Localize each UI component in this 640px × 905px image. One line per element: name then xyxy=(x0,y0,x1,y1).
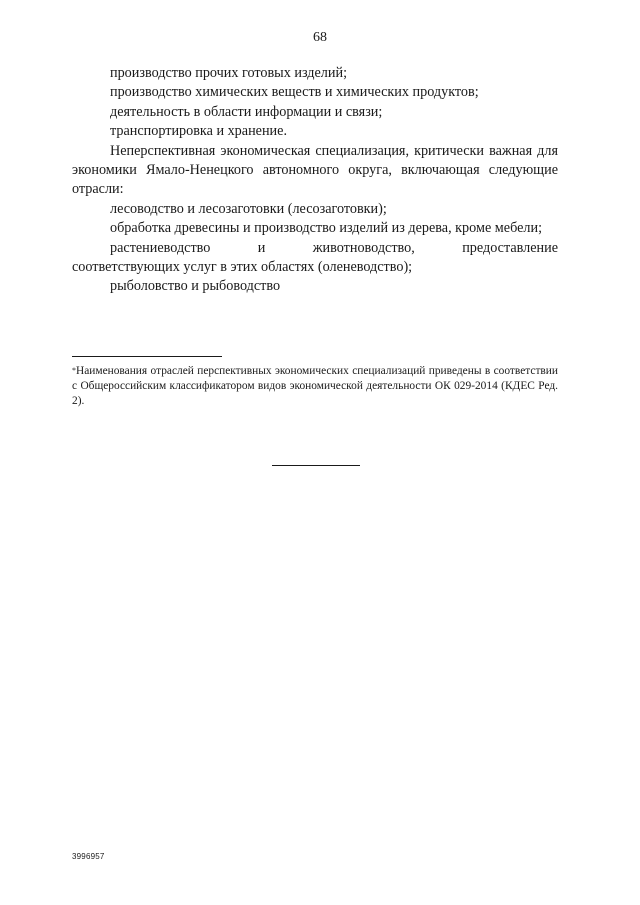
list-item-continuation: соответствующих услуг в этих областях (оленеводство); xyxy=(72,259,413,276)
paragraph-nonpromising-specialization: Неперспективная экономическая специализация, критически важная для экономики Ямало-Ненецкого автономного округа, включающая следующие отрасли: xyxy=(72,142,558,198)
word: животноводство, xyxy=(312,239,415,256)
list-item: производство прочих готовых изделий; xyxy=(110,65,348,81)
list-item: рыболовство и рыбоводство xyxy=(110,278,281,295)
word: и xyxy=(257,239,266,256)
footnote xyxy=(72,364,558,409)
list-item-first-line xyxy=(72,239,558,258)
document-code: 3996957 xyxy=(72,852,105,861)
end-of-document-rule xyxy=(272,465,360,466)
page-number: 68 xyxy=(313,30,327,45)
list-item: лесоводство и лесозаготовки (лесозаготовки); xyxy=(110,200,387,217)
document-body xyxy=(72,64,558,297)
word: предоставление xyxy=(462,239,558,256)
list-item: деятельность в области информации и связи; xyxy=(110,103,383,120)
footnote-divider xyxy=(72,356,222,357)
list-item: обработка древесины и производство изделий из дерева, кроме мебели; xyxy=(110,220,543,237)
word: растениеводство xyxy=(110,239,211,256)
footnote-text: Наименования отраслей перспективных экономических специализаций приведены в соответствии с Общероссийским классификатором видов экономической деятельности ОК 029-2014 (КДЕС Ред. 2). xyxy=(72,365,558,407)
list-item: производство химических веществ и химических продуктов; xyxy=(110,84,479,101)
list-item: транспортировка и хранение. xyxy=(110,123,287,140)
footnote-marker: * xyxy=(72,366,76,375)
